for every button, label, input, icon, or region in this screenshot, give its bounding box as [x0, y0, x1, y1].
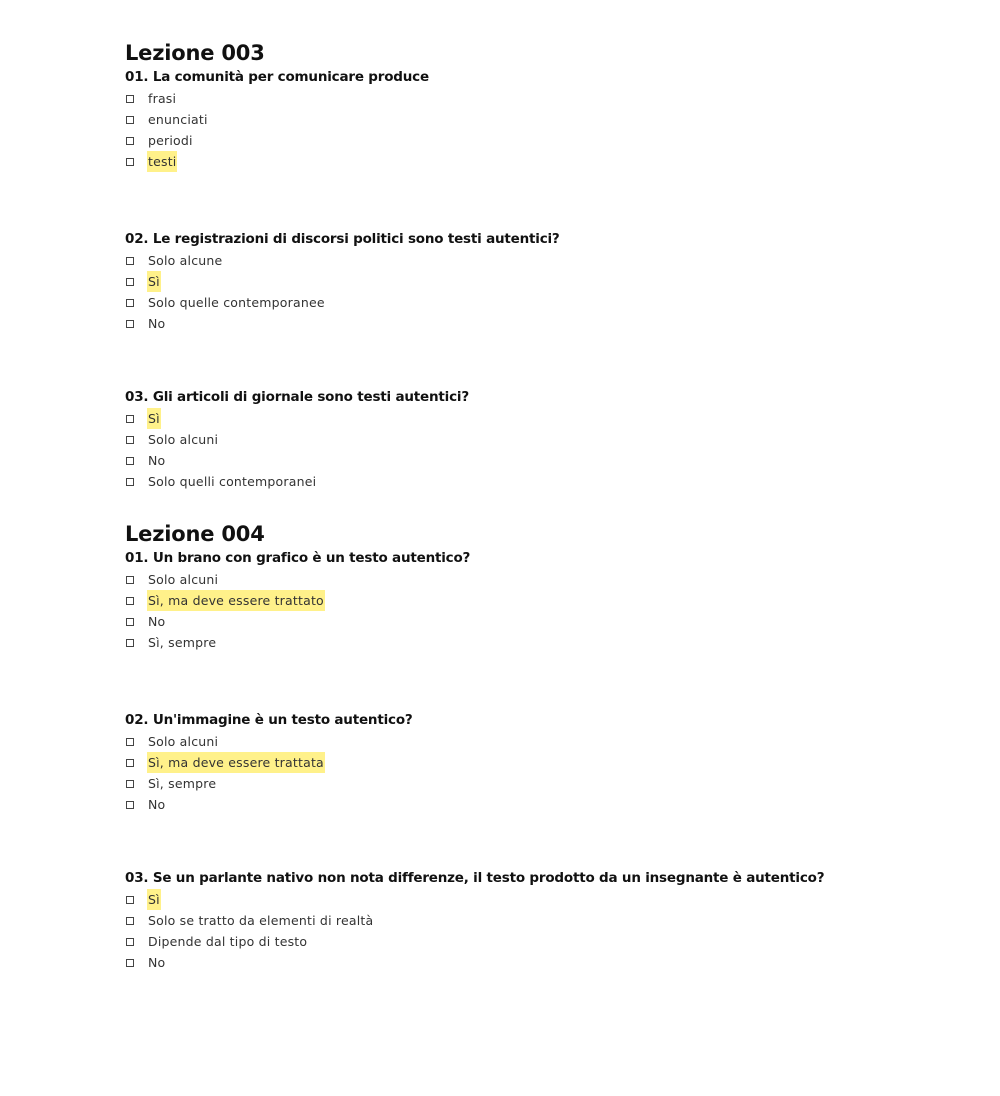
option-item[interactable]: [125, 889, 824, 910]
option-label: Solo alcuni: [148, 734, 219, 749]
option-item[interactable]: [125, 408, 469, 429]
option-label-highlighted: Sì: [147, 889, 161, 910]
option-item[interactable]: [125, 313, 560, 334]
question-block: [125, 868, 824, 973]
option-label: Solo quelle contemporanee: [148, 295, 325, 310]
option-item[interactable]: [125, 88, 429, 109]
option-label: Solo alcune: [148, 253, 223, 268]
checkbox-icon[interactable]: [126, 597, 134, 605]
option-item[interactable]: [125, 429, 469, 450]
checkbox-icon[interactable]: [126, 801, 134, 809]
option-label-highlighted: Sì, ma deve essere trattata: [147, 752, 325, 773]
question-block: [125, 229, 560, 334]
checkbox-icon[interactable]: [126, 116, 134, 124]
option-item[interactable]: [125, 590, 470, 611]
checkbox-icon[interactable]: [126, 780, 134, 788]
checkbox-icon[interactable]: [126, 457, 134, 465]
checkbox-icon[interactable]: [126, 959, 134, 967]
option-item[interactable]: [125, 292, 560, 313]
option-label: Solo quelli contemporanei: [148, 474, 317, 489]
checkbox-icon[interactable]: [126, 320, 134, 328]
option-item[interactable]: [125, 910, 824, 931]
checkbox-icon[interactable]: [126, 639, 134, 647]
option-label-highlighted: Sì: [147, 271, 161, 292]
option-item[interactable]: [125, 250, 560, 271]
option-item[interactable]: [125, 611, 470, 632]
checkbox-icon[interactable]: [126, 478, 134, 486]
options-list: [125, 88, 429, 172]
options-list: [125, 731, 413, 815]
option-item[interactable]: [125, 773, 413, 794]
option-item[interactable]: [125, 569, 470, 590]
checkbox-icon[interactable]: [126, 158, 134, 166]
checkbox-icon[interactable]: [126, 278, 134, 286]
option-label: No: [148, 316, 166, 331]
option-label-highlighted: Sì: [147, 408, 161, 429]
question-title: 01. La comunità per comunicare produce: [125, 69, 429, 85]
checkbox-icon[interactable]: [126, 299, 134, 307]
checkbox-icon[interactable]: [126, 137, 134, 145]
options-list: [125, 889, 824, 973]
lesson-title: Lezione 004: [125, 522, 265, 546]
question-title: 03. Gli articoli di giornale sono testi autentici?: [125, 389, 469, 405]
option-label: Solo alcuni: [148, 432, 219, 447]
checkbox-icon[interactable]: [126, 896, 134, 904]
checkbox-icon[interactable]: [126, 618, 134, 626]
option-item[interactable]: [125, 109, 429, 130]
option-item[interactable]: [125, 794, 413, 815]
checkbox-icon[interactable]: [126, 95, 134, 103]
checkbox-icon[interactable]: [126, 576, 134, 584]
checkbox-icon[interactable]: [126, 759, 134, 767]
question-title: 03. Se un parlante nativo non nota differenze, il testo prodotto da un insegnante è autentico?: [125, 870, 825, 886]
option-label: Dipende dal tipo di testo: [148, 934, 308, 949]
lesson-003: [125, 39, 429, 172]
question-block: [125, 710, 413, 815]
option-item[interactable]: [125, 471, 469, 492]
question-block: [125, 548, 470, 653]
lesson-004: [125, 520, 470, 653]
question-title: 01. Un brano con grafico è un testo autentico?: [125, 550, 471, 566]
option-label: No: [148, 614, 166, 629]
checkbox-icon[interactable]: [126, 415, 134, 423]
lesson-title: Lezione 003: [125, 41, 265, 65]
option-item[interactable]: [125, 632, 470, 653]
option-item[interactable]: [125, 450, 469, 471]
checkbox-icon[interactable]: [126, 917, 134, 925]
option-item[interactable]: [125, 271, 560, 292]
option-label-highlighted: Sì, ma deve essere trattato: [147, 590, 325, 611]
option-label: No: [148, 453, 166, 468]
question-block: [125, 67, 429, 172]
option-item[interactable]: [125, 130, 429, 151]
question-title: 02. Le registrazioni di discorsi politici sono testi autentici?: [125, 231, 560, 247]
question-block: [125, 387, 469, 492]
question-title: 02. Un'immagine è un testo autentico?: [125, 712, 413, 728]
options-list: [125, 250, 560, 334]
option-label: Solo se tratto da elementi di realtà: [148, 913, 374, 928]
checkbox-icon[interactable]: [126, 436, 134, 444]
option-label: No: [148, 797, 166, 812]
options-list: [125, 569, 470, 653]
option-label: Sì, sempre: [148, 635, 217, 650]
checkbox-icon[interactable]: [126, 938, 134, 946]
option-label: periodi: [148, 133, 193, 148]
option-label: No: [148, 955, 166, 970]
option-item[interactable]: [125, 952, 824, 973]
option-label: Sì, sempre: [148, 776, 217, 791]
option-item[interactable]: [125, 931, 824, 952]
option-label: enunciati: [148, 112, 208, 127]
checkbox-icon[interactable]: [126, 738, 134, 746]
option-item[interactable]: [125, 151, 429, 172]
option-label-highlighted: testi: [147, 151, 177, 172]
option-item[interactable]: [125, 731, 413, 752]
option-item[interactable]: [125, 752, 413, 773]
option-label: Solo alcuni: [148, 572, 219, 587]
options-list: [125, 408, 469, 492]
option-label: frasi: [148, 91, 177, 106]
checkbox-icon[interactable]: [126, 257, 134, 265]
